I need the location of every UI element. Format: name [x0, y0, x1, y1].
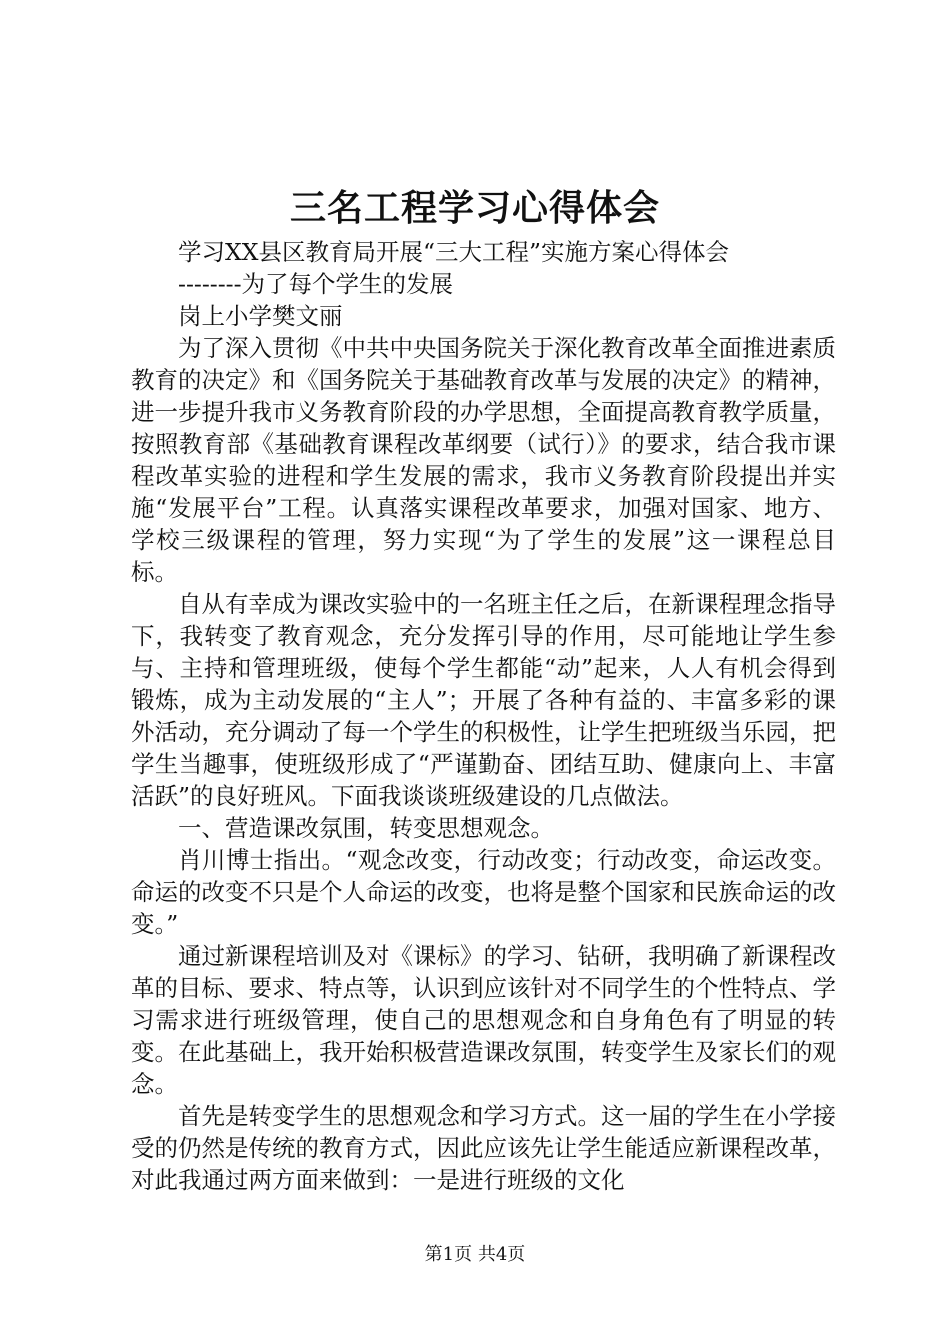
paragraph: 为了深入贯彻《中共中央国务院关于深化教育改革全面推进素质教育的决定》和《国务院关于基础教育改革与发展的决定》的精神，进一步提升我市义务教育阶段的办学思想，全面提高教育教学质量，按照教育部《基础教育课程改革纲要（试行）》的要求，结合我市课程改革实验的进程和学生发展的需求，我市义务教育阶段提出并实施“发展平台”工程。认真落实课程改革要求，加强对国家、地方、学校三级课程的管理，努力实现“为了学生的发展”这一课程总目标。 [131, 334, 836, 586]
subtitle-line-1: 学习XX县区教育局开展“三大工程”实施方案心得体会 [178, 238, 729, 266]
page-footer: 第1页 共4页 [424, 1244, 526, 1265]
section-heading: 一、营造课改氛围，转变思想观念。 [178, 814, 554, 842]
document-title: 三名工程学习心得体会 [289, 187, 660, 229]
author-line: 岗上小学樊文丽 [178, 302, 343, 330]
paragraph: 自从有幸成为课改实验中的一名班主任之后，在新课程理念指导下，我转变了教育观念，充分发挥引导的作用，尽可能地让学生参与、主持和管理班级，使每个学生都能“动”起来，人人有机会得到锻炼，成为主动发展的“主人”；开展了各种有益的、丰富多彩的课外活动，充分调动了每一个学生的积极性，让学生把班级当乐园，把学生当趣事，使班级形成了“严谨勤奋、团结互助、健康向上、丰富活跃”的良好班风。下面我谈谈班级建设的几点做法。 [131, 590, 836, 810]
paragraph: 首先是转变学生的思想观念和学习方式。这一届的学生在小学接受的仍然是传统的教育方式，因此应该先让学生能适应新课程改革，对此我通过两方面来做到：一是进行班级的文化 [131, 1102, 836, 1194]
document-body [131, 236, 836, 1196]
paragraph: 肖川博士指出。“观念改变，行动改变；行动改变，命运改变。命运的改变不只是个人命运的改变，也将是整个国家和民族命运的改变。” [131, 846, 836, 938]
subtitle-line-2: --------为了每个学生的发展 [178, 270, 454, 298]
paragraph: 通过新课程培训及对《课标》的学习、钻研，我明确了新课程改革的目标、要求、特点等，认识到应该针对不同学生的个性特点、学习需求进行班级管理，使自己的思想观念和自身角色有了明显的转变。在此基础上，我开始积极营造课改氛围，转变学生及家长们的观念。 [131, 942, 836, 1098]
